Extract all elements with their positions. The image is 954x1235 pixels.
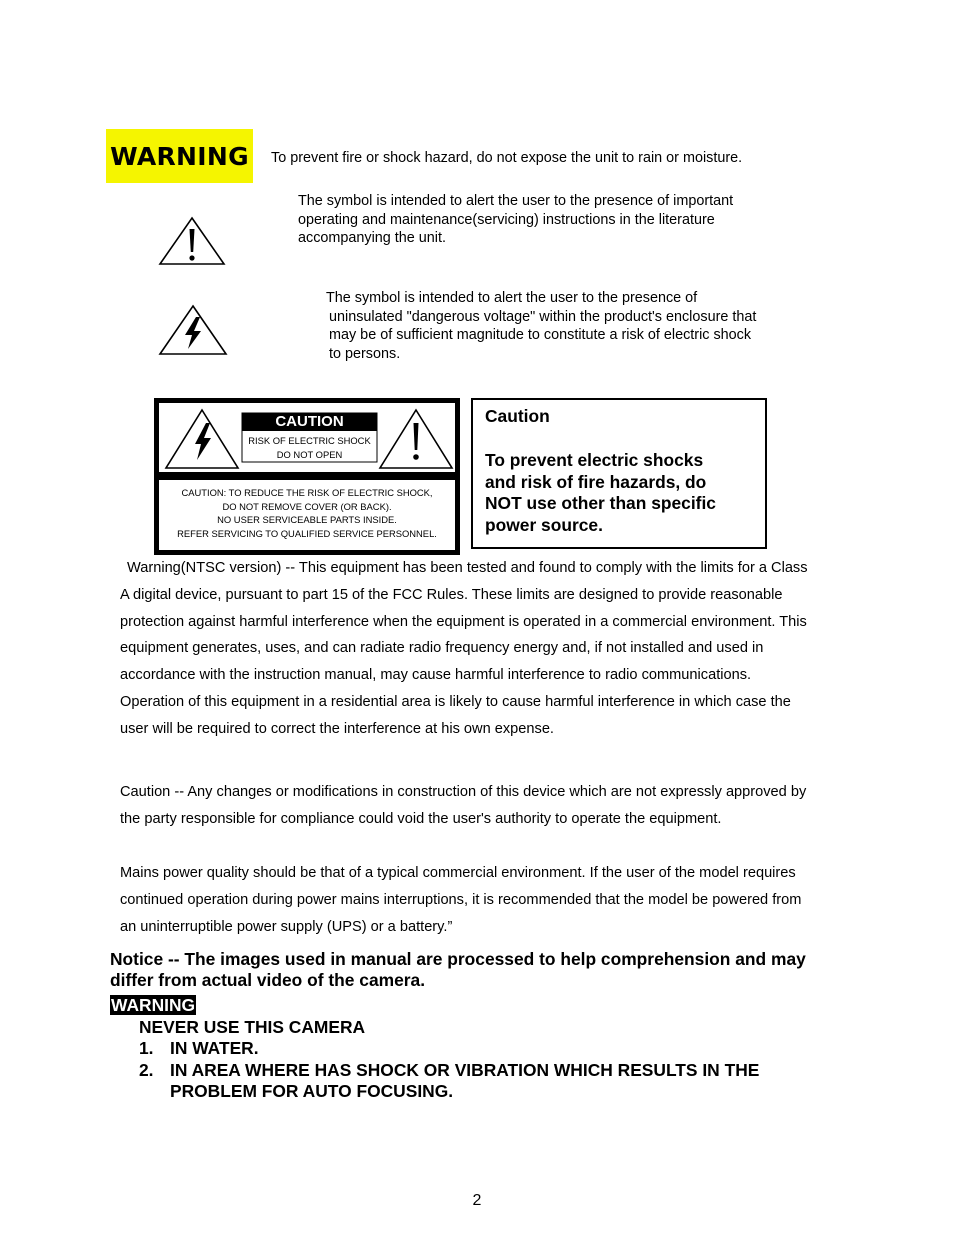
lightning-triangle-icon bbox=[158, 304, 228, 356]
lightning-description: The symbol is intended to alert the user to the presence of uninsulated "dangerous voltage" within the product's enclosure that may be of sufficient magnitude to constitute a risk of electric shock to persons. bbox=[326, 290, 757, 362]
never-use-heading: NEVER USE THIS CAMERA bbox=[139, 1017, 366, 1037]
notice-text: Notice -- The images used in manual are processed to help comprehension and may differ from actual video of the camera. bbox=[110, 949, 806, 990]
exclamation-description: The symbol is intended to alert the user to the presence of important operating and maintenance(servicing) instructions in the literature accompanying the unit. bbox=[298, 193, 734, 247]
fcc-warning-paragraph: Warning(NTSC version) -- This equipment has been tested and found to comply with the limits for a Class A digital device, pursuant to part 15 of the FCC Rules. These limits are designed to provide reasonable protection against harmful interference when the equipment is operated in a commercial environment. This equipment generates, uses, and can radiate radio frequency energy and, if not installed and used in accordance with the instruction manual, may cause harmful interference to radio communications. Operation of this equipment in a residential area is likely to cause harmful interference in which case the user will be required to correct the interference at his own expense. bbox=[120, 560, 808, 737]
exclamation-triangle-icon bbox=[158, 216, 226, 266]
caution-label-text: CAUTION: TO REDUCE THE RISK OF ELECTRIC SHOCK, DO NOT REMOVE COVER (OR BACK). NO USER SERVICEABLE PARTS INSIDE. REFER SERVICING TO QUALIFIED SERVICE PERSONNEL. bbox=[177, 487, 437, 539]
caution-box-heading: Caution bbox=[485, 406, 550, 426]
mains-power-paragraph: Mains power quality should be that of a typical commercial environment. If the user of the model requires continued operation during power mains interruptions, it is recommended that the model be powered from an uninterruptible power supply (UPS) or a battery.” bbox=[120, 865, 802, 935]
page-number: 2 bbox=[472, 1192, 482, 1209]
caution-label-title: CAUTION bbox=[275, 413, 344, 430]
caution-label-subtitle: RISK OF ELECTRIC SHOCK DO NOT OPEN bbox=[248, 435, 371, 460]
caution-box: Caution To prevent electric shocks and risk of fire hazards, do NOT use other than specific power source. bbox=[471, 398, 767, 549]
caution-label bbox=[154, 398, 460, 555]
caution-modifications-paragraph: Caution -- Any changes or modifications in construction of this device which are not expressly approved by the party responsible for compliance could void the user's authority to operate the equipment. bbox=[120, 784, 807, 827]
never-use-list bbox=[139, 1038, 859, 1102]
warning-badge: WARNING bbox=[106, 129, 253, 183]
intro-text: To prevent fire or shock hazard, do not expose the unit to rain or moisture. bbox=[271, 150, 743, 166]
list-item: 2. IN AREA WHERE HAS SHOCK OR VIBRATION WHICH RESULTS IN THE PROBLEM FOR AUTO FOCUSING. bbox=[139, 1060, 760, 1101]
list-item: 1. IN WATER. bbox=[139, 1038, 259, 1058]
warning-heading: WARNING bbox=[111, 995, 196, 1015]
